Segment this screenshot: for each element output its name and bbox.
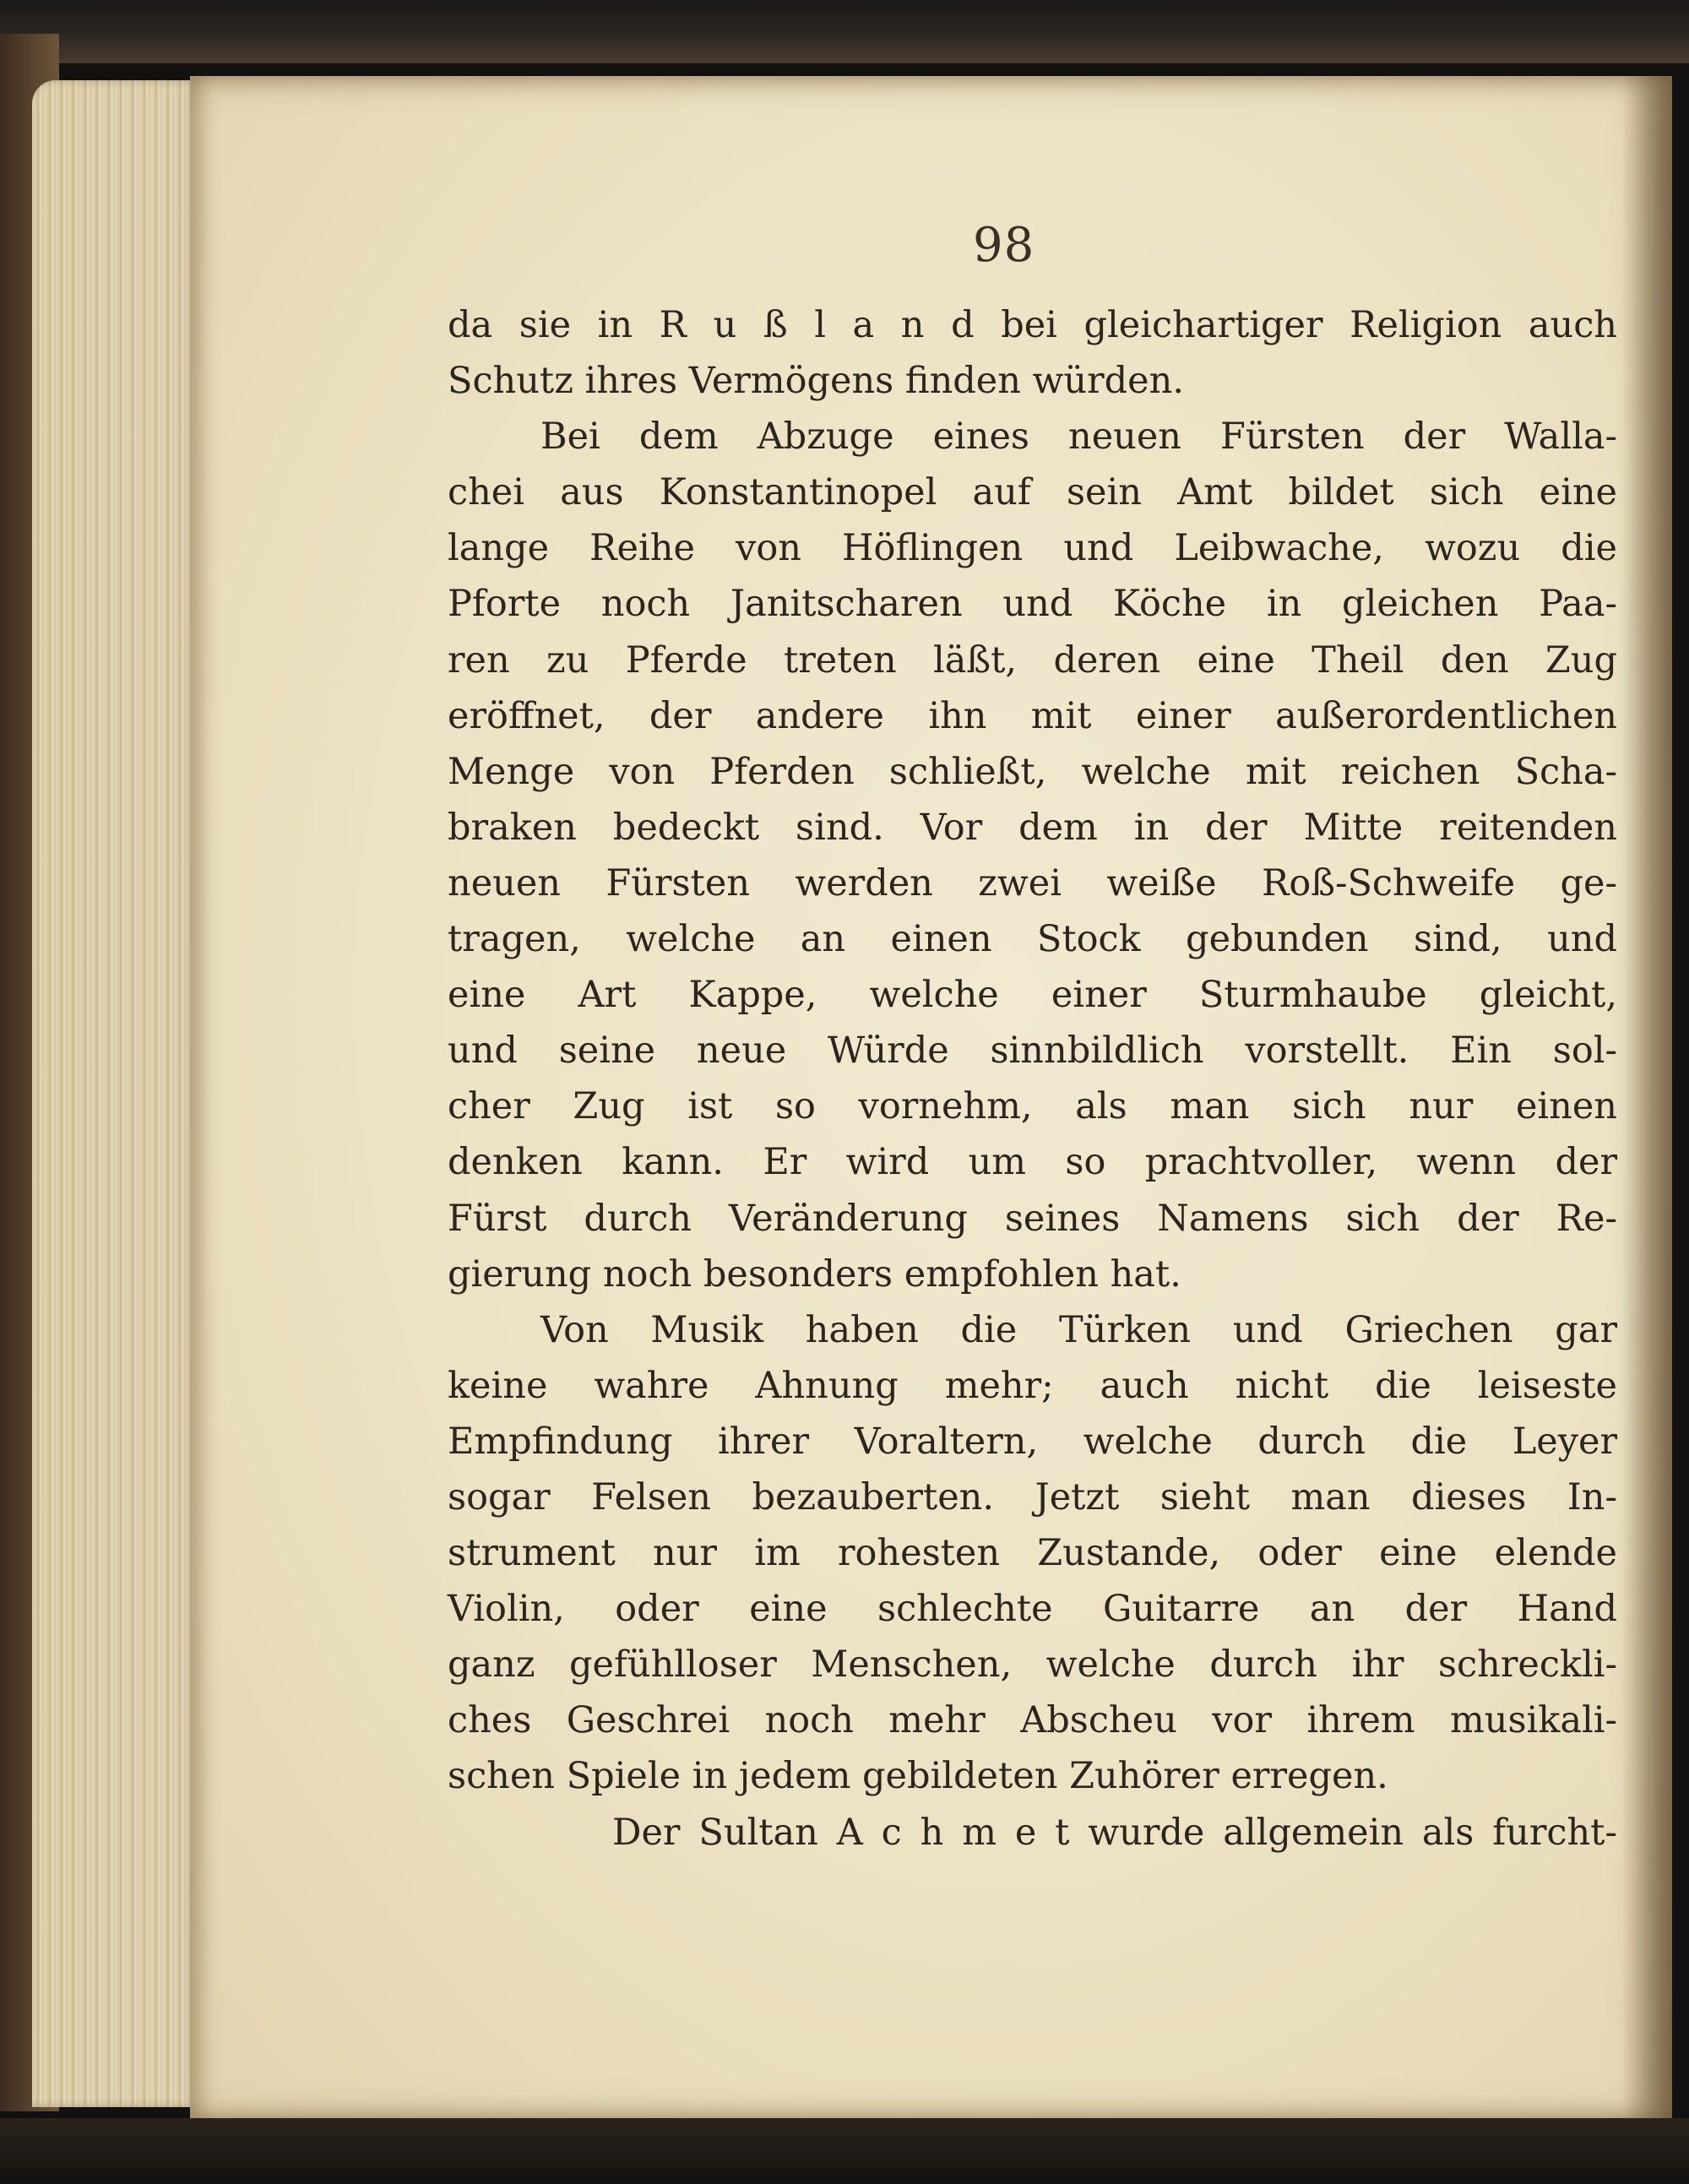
page-gutter-shadow: [1621, 76, 1672, 2120]
text-line: ches Geschrei noch mehr Abscheu vor ihrem musikali-: [448, 1699, 1617, 1742]
page-number: 98: [973, 218, 1035, 273]
text-line: ganz gefühlloser Menschen, welche durch ihr schreckli-: [448, 1643, 1617, 1687]
text-line: ren zu Pferde treten läßt, deren eine Theil den Zug: [448, 638, 1617, 682]
text-line: schen Spiele in jedem gebildeten Zuhörer erregen.: [448, 1755, 1388, 1798]
text-line: denken kann. Er wird um so prachtvoller, wenn der: [448, 1141, 1617, 1184]
text-line: da sie in R u ß l a n d bei gleichartiger Religion auch: [448, 304, 1617, 346]
text-line: cher Zug ist so vornehm, als man sich nur einen: [448, 1085, 1617, 1128]
text-line: sogar Felsen bezauberten. Jetzt sieht man dieses In-: [448, 1475, 1617, 1518]
text-line: Empfindung ihrer Voraltern, welche durch die Leyer: [448, 1420, 1617, 1463]
text-line: lange Reihe von Höflingen und Leibwache, wozu die: [448, 527, 1617, 570]
page-stack-edge: [32, 80, 197, 2107]
text-line: tragen, welche an einen Stock gebunden sind, und: [448, 918, 1617, 961]
text-line: chei aus Konstantinopel auf sein Amt bildet sich eine: [448, 471, 1617, 514]
text-line: Von Musik haben die Türken und Griechen gar: [540, 1308, 1617, 1351]
text-line: Pforte noch Janitscharen und Köche in gleichen Paa-: [448, 583, 1617, 626]
text-line: neuen Fürsten werden zwei weiße Roß-Schweife ge-: [448, 861, 1617, 905]
text-line: braken bedeckt sind. Vor dem in der Mitte reitenden: [448, 806, 1617, 849]
page-text: [448, 297, 1617, 1861]
text-line: Schutz ihres Vermögens finden würden.: [448, 360, 1184, 403]
text-line: Fürst durch Veränderung seines Namens sich der Re-: [448, 1197, 1617, 1240]
text-line: und seine neue Würde sinnbildlich vorstellt. Ein sol-: [448, 1030, 1617, 1073]
text-line: eröffnet, der andere ihn mit einer außerordentlichen: [448, 694, 1617, 737]
text-line: Menge von Pferden schließt, welche mit reichen Scha-: [448, 750, 1617, 793]
text-line: Violin, oder eine schlechte Guitarre an der Hand: [448, 1588, 1617, 1631]
text-line: Der Sultan A c h m e t wurde allgemein als furcht-: [612, 1811, 1617, 1854]
text-line: Bei dem Abzuge eines neuen Fürsten der Walla-: [540, 416, 1617, 459]
text-line: strument nur im rohesten Zustande, oder eine elende: [448, 1532, 1617, 1575]
text-line: keine wahre Ahnung mehr; auch nicht die leiseste: [448, 1364, 1617, 1407]
book-bottom-edge: [0, 2118, 1689, 2184]
book-top-edge: [0, 0, 1689, 63]
text-line: gierung noch besonders empfohlen hat.: [448, 1252, 1181, 1296]
text-line: eine Art Kappe, welche einer Sturmhaube gleicht,: [448, 974, 1617, 1017]
